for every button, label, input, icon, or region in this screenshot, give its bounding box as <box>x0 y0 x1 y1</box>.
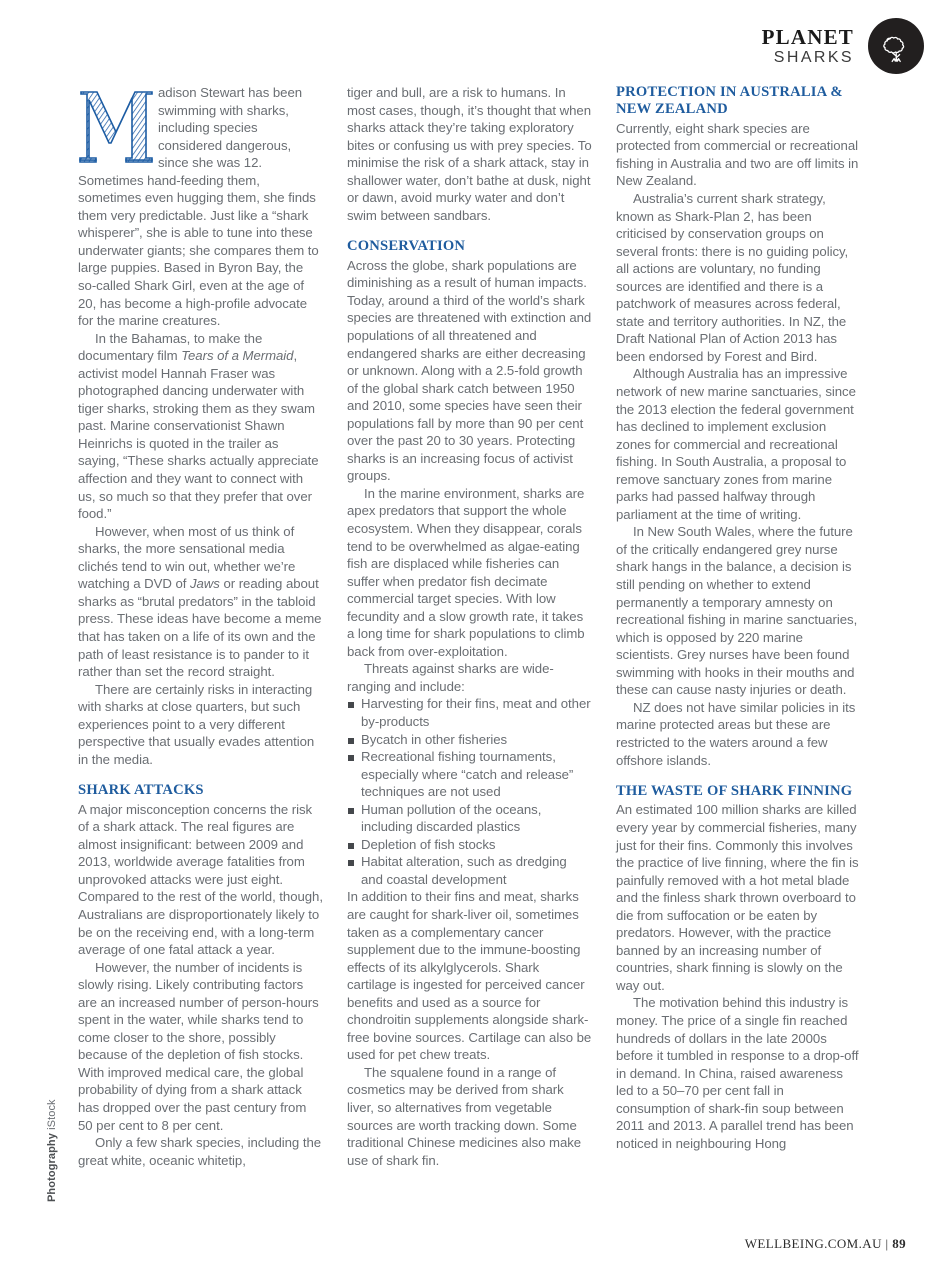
masthead-title: PLANET <box>761 24 854 49</box>
threats-list <box>347 695 592 888</box>
paragraph: Only a few shark species, including the great white, oceanic whitetip, <box>78 1135 322 1168</box>
paragraph: In the marine environment, sharks are apex predators that support the whole ecosystem. When they disappear, corals tend to be overwhelmed as algae-eating fish are displaced while fisheries can suffer when predator fish decimate commercial target species. With low fecundity and a slow growth rate, it takes a long time for shark populations to climb back from over-exploitation. <box>347 485 585 659</box>
paragraph: However, the number of incidents is slowly rising. Likely contributing factors are an increased number of person-hours spent in the water, while sharks tend to come closer to the shore, possibly because of the depletion of fish stocks. With improved medical care, the global probability of dying from a shark attack has dropped over the past century from 50 per cent to 8 per cent. <box>78 959 319 1133</box>
list-item: Depletion of fish stocks <box>347 836 592 854</box>
paragraph: Australia’s current shark strategy, known as Shark-Plan 2, has been criticised by conservation groups on several fronts: there is no guiding policy, all actions are voluntary, no funding sources are identified and there is a patchwork of measures across federal, state and territory authorities. In NZ, the Draft National Plan of Action 2013 has been endorsed by Forest and Bird. <box>616 191 849 364</box>
column-2 <box>347 84 592 1196</box>
list-item: Bycatch in other fisheries <box>347 731 592 749</box>
paragraph: Threats against sharks are wide-ranging and include: <box>347 661 554 694</box>
article-columns <box>78 84 860 1196</box>
paragraph: Currently, eight shark species are protected from commercial or recreational fishing in Australia and two are off limits in New Zealand. <box>616 120 859 189</box>
list-item: Human pollution of the oceans, including discarded plastics <box>347 801 592 836</box>
paragraph: The squalene found in a range of cosmetics may be derived from shark liver, so alternatives from vegetable sources are worth tracking down. Some traditional Chinese medicines also make use of shark fin. <box>347 1064 582 1168</box>
film-title: Jaws <box>189 576 220 592</box>
film-title: Tears of a Mermaid <box>181 348 294 364</box>
list-item: Recreational fishing tournaments, especially where “catch and release” techniques are not used <box>347 748 592 801</box>
section-heading-conservation: CONSERVATION <box>347 238 466 255</box>
footer <box>745 1236 906 1252</box>
paragraph: Although Australia has an impressive network of new marine sanctuaries, since the 2013 election the federal government has declined to implement exclusion zones for commercial and recreational fishing. In South Australia, a proposal to remove sanctuary zones from marine parks had passed halfway through parliament at the time of writing. <box>616 366 856 522</box>
masthead-wordmark <box>762 26 854 67</box>
paragraph: Across the globe, shark populations are diminishing as a result of human impacts. Today, around a third of the world’s shark species are threatened with extinction and populations of all threatened and endangered sharks are either decreasing or unknown. Along with a 2.5-fold growth of the global shark catch between 1950 and 2010, some species have seen their populations fall by more than 90 per cent over the past 20 to 30 years. Protecting sharks is an increasing focus of activist groups. <box>347 257 592 484</box>
paragraph: In addition to their fins and meat, sharks are caught for shark-liver oil, sometimes taken as a complementary cancer supplement due to the immune-boosting effects of its alkylglycerols. Shark cartilage is ingested for perceived cancer benefits and used as a source for chondroitin supplements alongside shark-free bovine sources. Cartilage can also be used for pet chew treats. <box>347 889 592 1063</box>
lead-paragraph <box>78 84 323 330</box>
paragraph: The motivation behind this industry is money. The price of a single fin reached hundreds of dollars in the late 2000s before it tumbled in response to a drop-off in demand. In China, raised awareness led to a 50–70 per cent fall in consumption of shark-fin soup between 2011 and 2013. A parallel trend has been noticed in neighbouring Hong <box>616 995 859 1151</box>
footer-separator: | <box>885 1236 889 1251</box>
section-heading-shark-finning: THE WASTE OF SHARK FINNING <box>616 783 853 800</box>
paragraph: tiger and bull, are a risk to humans. In most cases, though, it’s thought that when sharks attack they’re taking exploratory bites or confusing us with prey species. To minimise the risk of a shark attack, stay in shallower water, don’t bathe at dusk, night or dawn, avoid murky water and don’t swim between sandbars. <box>347 85 592 223</box>
photo-credit-source: iStock <box>46 1099 58 1130</box>
lead-paragraph-text: adison Stewart has been swimming with sharks, including species considered dangerous, since she was 12. Sometimes hand-feeding them, sometimes even hugging them, she finds them very predictable. Just like a “shark whisperer”, she is able to tune into these underwater giants; she compares them to large puppies. Based in Byron Bay, the so-called Shark Girl, even at the age of 20, has become a high-profile advocate for the marine creatures. <box>78 85 319 329</box>
section-heading-shark-attacks: SHARK ATTACKS <box>78 782 204 799</box>
footer-site: WELLBEING.COM.AU <box>744 1236 882 1251</box>
column-3 <box>616 84 861 1196</box>
paragraph: However, when most of us think of sharks, the more sensational media clichés tend to win out, whether we’re watching a DVD of Jaws or reading about sharks as “brutal predators” in the tabloid press. These ideas have become a meme that has taken on a life of its own and the path of least resistance is to pander to it rather than set the record straight. <box>78 523 322 680</box>
paragraph: NZ does not have similar policies in its marine protected areas but these are restricted to the waters around a few offshore islands. <box>616 699 856 768</box>
paragraph: In the Bahamas, to make the documentary film Tears of a Mermaid, activist model Hannah Fraser was photographed dancing underwater with tiger sharks, stroking them as they swam past. Marine conservationist Shawn Heinrichs is quoted in the trailer as saying, “These sharks actually appreciate affection and they want to connect with us, so much so that they prefer that over food.” <box>78 330 319 522</box>
list-item: Harvesting for their fins, meat and other by-products <box>347 695 592 730</box>
paragraph: A major misconception concerns the risk of a shark attack. The real figures are almost insignificant: between 2009 and 2013, worldwide average fatalities from unprovoked attacks were just eight. Compared to the rest of the world, though, Australians are disproportionately likely to be on the receiving end, with a long-term average of one fatal attack a year. <box>78 801 323 958</box>
masthead <box>762 18 924 74</box>
column-1 <box>78 84 323 1196</box>
paragraph: An estimated 100 million sharks are killed every year by commercial fisheries, many just for their fins. Commonly this involves the practice of live finning, where the fin is painfully removed with a hot metal blade and the finless shark thrown overboard to die from suffocation or be eaten by predators. However, with the practice banned by an increasing number of countries, shark finning is slowly on the way out. <box>616 802 859 993</box>
photo-credit-label: Photography <box>46 1133 58 1202</box>
paragraph: In New South Wales, where the future of the critically endangered grey nurse shark hangs in the balance, a decision is still pending on whether to extend permanently a temporary amnesty on recreational fishing in marine sanctuaries, which is opposed by 220 marine scientists. Grey nurses have been found swimming with hooks in their mouths and these can cause nasty injuries or death. <box>616 524 858 698</box>
drop-cap-letter <box>78 86 154 166</box>
page-number: 89 <box>892 1236 906 1251</box>
paragraph: There are certainly risks in interacting with sharks at close quarters, but such experiences point to a very different perspective that usually evades attention in the media. <box>78 681 315 767</box>
section-heading-protection: PROTECTION IN AUSTRALIA & NEW ZEALAND <box>616 84 843 118</box>
list-item: Habitat alteration, such as dredging and coastal development <box>347 853 592 888</box>
masthead-subtitle: SHARKS <box>773 48 854 66</box>
photo-credit <box>46 1099 58 1202</box>
tree-icon <box>868 18 924 74</box>
